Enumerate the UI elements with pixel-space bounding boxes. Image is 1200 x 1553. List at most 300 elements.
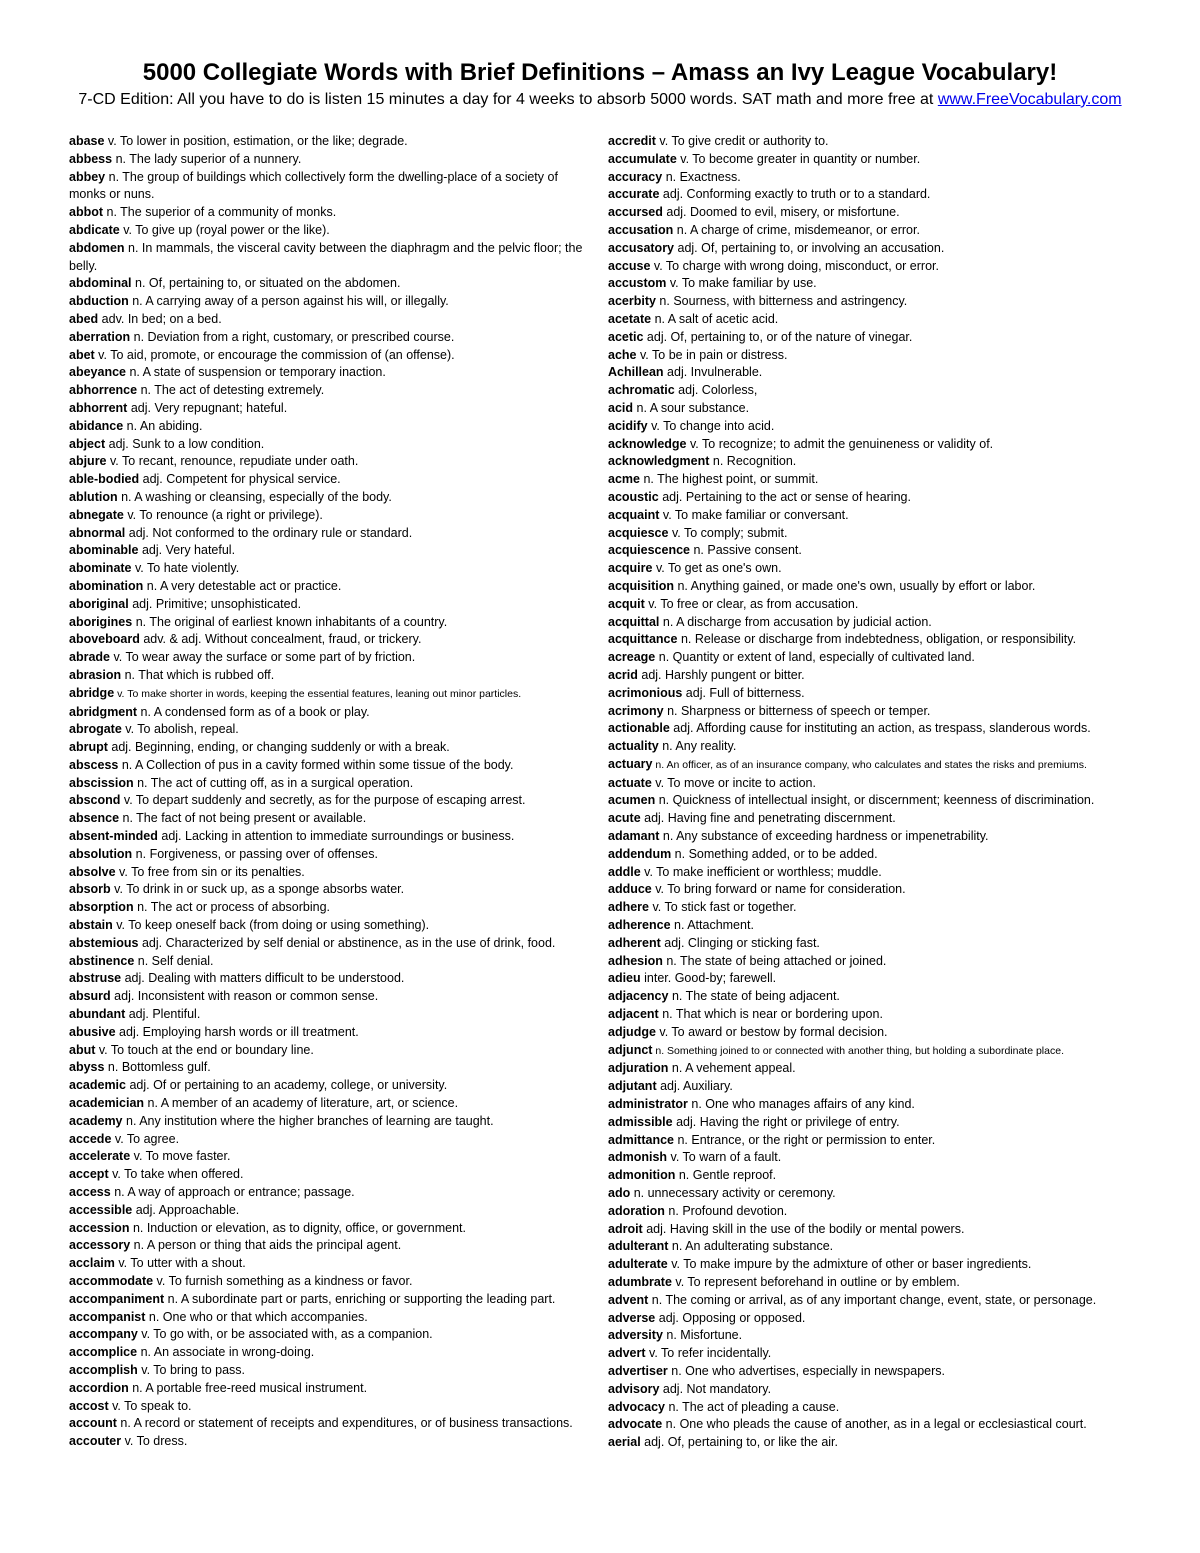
entry-abstinence bbox=[69, 953, 587, 971]
entry-definition: n. unnecessary activity or ceremony. bbox=[630, 1186, 836, 1201]
entry-definition: adj. Plentiful. bbox=[125, 1007, 201, 1022]
entry-account bbox=[69, 1415, 587, 1433]
entry-term: abscess bbox=[69, 757, 119, 772]
entry-term: abet bbox=[69, 347, 95, 362]
entry-term: abyss bbox=[69, 1060, 105, 1075]
entry-definition: n. Deviation from a right, customary, or prescribed course. bbox=[130, 329, 455, 344]
entry-term: accouter bbox=[69, 1434, 122, 1449]
entry-term: adjutant bbox=[608, 1079, 657, 1094]
entry-actionable bbox=[608, 720, 1138, 738]
entry-definition: n. Any substance of exceeding hardness or impenetrability. bbox=[659, 829, 989, 844]
entry-definition: n. One who manages affairs of any kind. bbox=[687, 1097, 915, 1112]
entry-term: acquittance bbox=[608, 632, 678, 647]
entry-adjuration bbox=[608, 1060, 1138, 1078]
entry-term: advocate bbox=[608, 1417, 663, 1432]
entry-term: absolution bbox=[69, 846, 133, 861]
entry-term: aboriginal bbox=[69, 596, 129, 611]
entry-definition: v. To give credit or authority to. bbox=[655, 134, 829, 148]
entry-term: absent-minded bbox=[69, 829, 158, 844]
entry-term: administrator bbox=[608, 1097, 688, 1112]
entry-absurd bbox=[69, 988, 587, 1006]
entry-adieu bbox=[608, 970, 1138, 988]
entry-abstain bbox=[69, 917, 587, 935]
entry-term: abeyance bbox=[69, 365, 126, 380]
entry-accommodate bbox=[69, 1273, 587, 1291]
entry-term: absurd bbox=[69, 989, 111, 1004]
entry-definition: n. A subordinate part or parts, enriching or supporting the leading part. bbox=[164, 1291, 556, 1306]
entry-definition: n. A salt of acetic acid. bbox=[651, 311, 779, 326]
entry-definition: v. To lower in position, estimation, or the like; degrade. bbox=[104, 134, 408, 148]
entry-term: admissible bbox=[608, 1114, 673, 1129]
entry-admonition bbox=[608, 1167, 1138, 1185]
entry-term: acclaim bbox=[69, 1256, 115, 1271]
entry-term: accumulate bbox=[608, 151, 677, 166]
entry-term: actuality bbox=[608, 739, 659, 754]
entry-definition: adj. Auxiliary. bbox=[656, 1079, 733, 1094]
entry-term: actuary bbox=[608, 756, 653, 771]
entry-definition: n. The state of being attached or joined. bbox=[662, 953, 887, 968]
entry-access bbox=[69, 1184, 587, 1202]
entry-abyss bbox=[69, 1059, 587, 1077]
entry-definition: adj. Affording cause for instituting an action, as trespass, slanderous words. bbox=[669, 721, 1091, 736]
entry-term: actuate bbox=[608, 775, 652, 790]
entry-adduce bbox=[608, 881, 1138, 899]
entry-adroit bbox=[608, 1221, 1138, 1239]
entry-term: advent bbox=[608, 1292, 649, 1307]
entry-achillean bbox=[608, 364, 1138, 382]
entry-definition: v. To move faster. bbox=[130, 1149, 231, 1164]
entry-term: abrogate bbox=[69, 722, 122, 737]
entry-acme bbox=[608, 471, 1138, 489]
entry-abbess bbox=[69, 151, 587, 169]
entry-abeyance bbox=[69, 364, 587, 382]
entry-term: abdomen bbox=[69, 240, 125, 255]
entry-abundant bbox=[69, 1006, 587, 1024]
entry-definition: n. Something joined to or connected with another thing, but holding a subordinate place. bbox=[652, 1044, 1064, 1057]
entry-accumulate bbox=[608, 151, 1138, 169]
entry-term: adulterant bbox=[608, 1239, 669, 1254]
entry-adulterate bbox=[608, 1256, 1138, 1274]
entry-definition: adj. Employing harsh words or ill treatment. bbox=[115, 1024, 359, 1039]
entry-acquire bbox=[608, 560, 1138, 578]
entry-definition: n. An associate in wrong-doing. bbox=[137, 1345, 315, 1360]
entry-definition: v. To comply; submit. bbox=[668, 525, 788, 540]
page-subtitle bbox=[0, 89, 1200, 111]
entry-accessible bbox=[69, 1202, 587, 1220]
entry-accompanist bbox=[69, 1309, 587, 1327]
entry-definition: v. To keep oneself back (from doing or using something). bbox=[112, 918, 430, 933]
entry-abridgment bbox=[69, 704, 587, 722]
entry-academy bbox=[69, 1113, 587, 1131]
entry-term: accuse bbox=[608, 258, 651, 273]
entry-definition: v. To make familiar or conversant. bbox=[659, 507, 849, 522]
entry-definition: n. Sharpness or bitterness of speech or temper. bbox=[663, 703, 931, 718]
entry-acetic bbox=[608, 329, 1138, 347]
entry-acrimony bbox=[608, 703, 1138, 721]
entry-abbot bbox=[69, 204, 587, 222]
entry-term: acknowledgment bbox=[608, 454, 710, 469]
entry-definition: n. The state of being adjacent. bbox=[668, 989, 840, 1004]
entry-definition: n. Quantity or extent of land, especially of cultivated land. bbox=[655, 650, 975, 665]
entry-term: advisory bbox=[608, 1381, 660, 1396]
entry-advertiser bbox=[608, 1363, 1138, 1381]
entry-definition: v. To take when offered. bbox=[108, 1167, 244, 1182]
entry-term: aberration bbox=[69, 329, 131, 344]
entry-definition: n. Profound devotion. bbox=[664, 1203, 788, 1218]
entry-abnormal bbox=[69, 525, 587, 543]
entry-definition: n. The superior of a community of monks. bbox=[103, 205, 337, 220]
entry-term: accusation bbox=[608, 222, 674, 237]
entry-term: accede bbox=[69, 1131, 112, 1146]
entry-definition: v. To hate violently. bbox=[131, 561, 240, 576]
entry-definition: v. To speak to. bbox=[108, 1398, 192, 1413]
entry-acute bbox=[608, 810, 1138, 828]
entry-term: accordion bbox=[69, 1380, 129, 1395]
entry-term: actionable bbox=[608, 721, 670, 736]
entry-term: admonition bbox=[608, 1168, 676, 1183]
entry-definition: n. One who or that which accompanies. bbox=[145, 1309, 368, 1324]
entry-accessory bbox=[69, 1237, 587, 1255]
entry-abidance bbox=[69, 418, 587, 436]
entry-term: abominable bbox=[69, 543, 139, 558]
entry-term: abscond bbox=[69, 793, 121, 808]
entry-abstruse bbox=[69, 970, 587, 988]
entry-term: advocacy bbox=[608, 1399, 665, 1414]
entry-definition: n. Misfortune. bbox=[662, 1328, 743, 1343]
entry-definition: v. To give up (royal power or the like). bbox=[119, 222, 330, 237]
entry-term: abduction bbox=[69, 294, 129, 309]
entry-term: abomination bbox=[69, 578, 144, 593]
entry-definition: v. To be in pain or distress. bbox=[636, 347, 788, 362]
entry-accurate bbox=[608, 186, 1138, 204]
entry-accomplice bbox=[69, 1344, 587, 1362]
entry-accomplish bbox=[69, 1362, 587, 1380]
entry-term: accusatory bbox=[608, 240, 675, 255]
entry-definition: adj. Sunk to a low condition. bbox=[105, 436, 265, 451]
entry-term: account bbox=[69, 1416, 117, 1431]
entry-definition: n. One who advertises, especially in newspapers. bbox=[667, 1363, 945, 1378]
entry-academician bbox=[69, 1095, 587, 1113]
entry-definition: n. The act or process of absorbing. bbox=[133, 900, 330, 915]
entry-term: accessory bbox=[69, 1238, 131, 1253]
entry-definition: adj. Primitive; unsophisticated. bbox=[128, 596, 302, 611]
entry-definition: n. A discharge from accusation by judicial action. bbox=[659, 614, 932, 629]
entry-advocacy bbox=[608, 1399, 1138, 1417]
entry-definition: adj. Very hateful. bbox=[138, 543, 236, 558]
entry-term: abridgment bbox=[69, 704, 138, 719]
entry-term: aborigines bbox=[69, 614, 133, 629]
entry-definition: v. To aid, promote, or encourage the commission of (an offense). bbox=[94, 347, 455, 362]
entry-definition: v. To charge with wrong doing, misconduct, or error. bbox=[650, 258, 939, 273]
entry-definition: adj. Dealing with matters difficult to be understood. bbox=[121, 971, 405, 986]
entry-accusatory bbox=[608, 240, 1138, 258]
entry-accredit bbox=[608, 133, 1138, 151]
entry-term: abase bbox=[69, 134, 105, 148]
entry-term: adjacency bbox=[608, 989, 669, 1004]
entry-term: acquit bbox=[608, 596, 645, 611]
entry-term: acrid bbox=[608, 667, 638, 682]
entry-term: academician bbox=[69, 1096, 145, 1111]
entry-acquit bbox=[608, 596, 1138, 614]
entry-definition: adj. Conforming exactly to truth or to a standard. bbox=[659, 187, 931, 202]
entry-definition: n. Passive consent. bbox=[690, 543, 802, 558]
entry-acetate bbox=[608, 311, 1138, 329]
entry-abbey bbox=[69, 169, 587, 205]
entry-definition: n. In mammals, the visceral cavity between the diaphragm and the pelvic floor; the belly. bbox=[69, 240, 583, 273]
entry-definition: adv. & adj. Without concealment, fraud, or trickery. bbox=[139, 632, 422, 647]
entry-definition: adj. Of, pertaining to, or like the air. bbox=[640, 1435, 838, 1450]
entry-definition: n. Induction or elevation, as to dignity, office, or government. bbox=[129, 1220, 467, 1235]
entry-adulterant bbox=[608, 1238, 1138, 1256]
entry-definition: n. An officer, as of an insurance company, who calculates and states the risks and premiums. bbox=[652, 758, 1087, 771]
entry-definition: n. Quickness of intellectual insight, or discernment; keenness of discrimination. bbox=[655, 793, 1095, 808]
entry-term: accept bbox=[69, 1167, 109, 1182]
entry-accelerate bbox=[69, 1148, 587, 1166]
entry-term: adversity bbox=[608, 1328, 663, 1343]
entry-term: able-bodied bbox=[69, 472, 140, 487]
entry-adjacent bbox=[608, 1006, 1138, 1024]
entry-actuality bbox=[608, 738, 1138, 756]
entry-term: abstain bbox=[69, 918, 113, 933]
entry-abut bbox=[69, 1042, 587, 1060]
entry-term: admittance bbox=[608, 1132, 674, 1147]
entry-definition: adj. Competent for physical service. bbox=[139, 472, 341, 487]
entry-definition: n. Forgiveness, or passing over of offenses. bbox=[132, 846, 378, 861]
entry-definition: n. A condensed form as of a book or play. bbox=[137, 704, 370, 719]
entry-term: acrimonious bbox=[608, 685, 683, 700]
entry-definition: n. A person or thing that aids the principal agent. bbox=[130, 1238, 402, 1253]
entry-definition: adj. Opposing or opposed. bbox=[655, 1310, 806, 1325]
entry-abomination bbox=[69, 578, 587, 596]
entry-acquiescence bbox=[608, 542, 1138, 560]
entry-abridge bbox=[69, 685, 587, 704]
entry-aboriginal bbox=[69, 596, 587, 614]
entry-aborigines bbox=[69, 614, 587, 632]
entry-term: accompaniment bbox=[69, 1291, 165, 1306]
entry-admonish bbox=[608, 1149, 1138, 1167]
entry-absence bbox=[69, 810, 587, 828]
entry-accursed bbox=[608, 204, 1138, 222]
entry-definition: n. The act of detesting extremely. bbox=[137, 383, 325, 398]
entry-ache bbox=[608, 347, 1138, 365]
entry-definition: n. A way of approach or entrance; passage. bbox=[110, 1185, 355, 1200]
entry-term: adamant bbox=[608, 829, 660, 844]
entry-definition: v. To get as one's own. bbox=[652, 561, 782, 576]
entry-acquaint bbox=[608, 507, 1138, 525]
entry-abed bbox=[69, 311, 587, 329]
entry-term: adroit bbox=[608, 1221, 643, 1236]
entry-definition: n. The original of earliest known inhabitants of a country. bbox=[132, 614, 448, 629]
entry-accouter bbox=[69, 1433, 587, 1451]
entry-term: acquiesce bbox=[608, 525, 669, 540]
entry-term: abridge bbox=[69, 685, 115, 700]
entry-adherent bbox=[608, 935, 1138, 953]
entry-accuse bbox=[608, 258, 1138, 276]
entry-definition: v. To bring to pass. bbox=[137, 1362, 246, 1377]
entry-definition: n. Any reality. bbox=[658, 739, 737, 754]
entry-abominable bbox=[69, 542, 587, 560]
entry-term: abrade bbox=[69, 650, 110, 665]
entry-term: abusive bbox=[69, 1024, 116, 1039]
entry-definition: adj. Invulnerable. bbox=[663, 365, 763, 380]
entry-definition: adj. Pertaining to the act or sense of hearing. bbox=[658, 489, 911, 504]
entry-term: abundant bbox=[69, 1007, 126, 1022]
entry-definition: n. A very detestable act or practice. bbox=[143, 578, 342, 593]
entry-term: abbey bbox=[69, 169, 106, 184]
entry-term: accursed bbox=[608, 205, 663, 220]
entry-term: abbess bbox=[69, 151, 113, 166]
entry-ado bbox=[608, 1185, 1138, 1203]
entry-adjunct bbox=[608, 1042, 1138, 1061]
entry-admittance bbox=[608, 1132, 1138, 1150]
entry-absolution bbox=[69, 846, 587, 864]
entry-abrade bbox=[69, 649, 587, 667]
entry-definition: n. The act of pleading a cause. bbox=[664, 1399, 840, 1414]
entry-acumen bbox=[608, 792, 1138, 810]
entry-definition: n. A carrying away of a person against his will, or illegally. bbox=[128, 294, 449, 309]
entry-definition: v. To recognize; to admit the genuineness or validity of. bbox=[686, 436, 994, 451]
entry-acquittance bbox=[608, 631, 1138, 649]
entry-addle bbox=[608, 864, 1138, 882]
entry-aberration bbox=[69, 329, 587, 347]
entry-term: accessible bbox=[69, 1202, 133, 1217]
entry-accept bbox=[69, 1166, 587, 1184]
entry-definition: adj. Having fine and penetrating discernment. bbox=[640, 811, 896, 826]
entry-acidify bbox=[608, 418, 1138, 436]
entry-adjutant bbox=[608, 1078, 1138, 1096]
entry-definition: adj. Harshly pungent or bitter. bbox=[637, 667, 805, 682]
entry-ablution bbox=[69, 489, 587, 507]
entry-term: absence bbox=[69, 811, 120, 826]
entry-term: acerbity bbox=[608, 294, 656, 309]
entry-adjacency bbox=[608, 988, 1138, 1006]
entry-term: adverse bbox=[608, 1310, 656, 1325]
left-column bbox=[69, 133, 587, 1451]
entry-term: adoration bbox=[608, 1203, 665, 1218]
entry-term: adjuration bbox=[608, 1061, 669, 1076]
entry-abstemious bbox=[69, 935, 587, 953]
entry-acreage bbox=[608, 649, 1138, 667]
entry-abnegate bbox=[69, 507, 587, 525]
entry-acknowledgment bbox=[608, 453, 1138, 471]
entry-aerial bbox=[608, 1434, 1138, 1452]
entry-definition: n. Gentle reproof. bbox=[675, 1168, 777, 1183]
entry-abdomen bbox=[69, 240, 587, 276]
entry-term: accurate bbox=[608, 187, 660, 202]
entry-accordion bbox=[69, 1380, 587, 1398]
entry-definition: v. To stick fast or together. bbox=[649, 900, 797, 915]
entry-definition: adv. In bed; on a bed. bbox=[98, 311, 222, 326]
entry-term: accomplish bbox=[69, 1362, 138, 1377]
entry-definition: n. That which is near or bordering upon. bbox=[658, 1007, 883, 1022]
entry-term: acquittal bbox=[608, 614, 660, 629]
entry-definition: v. To free from sin or its penalties. bbox=[115, 864, 305, 879]
entry-definition: v. To warn of a fault. bbox=[667, 1150, 782, 1165]
entry-definition: adj. Having skill in the use of the bodily or mental powers. bbox=[642, 1221, 965, 1236]
entry-abase bbox=[69, 133, 587, 151]
entry-abscess bbox=[69, 757, 587, 775]
entry-abduction bbox=[69, 293, 587, 311]
entry-term: adumbrate bbox=[608, 1275, 672, 1289]
entry-definition: v. To drink in or suck up, as a sponge absorbs water. bbox=[110, 882, 405, 897]
entry-term: abdicate bbox=[69, 222, 120, 237]
entry-term: abominate bbox=[69, 561, 132, 576]
entry-term: acquisition bbox=[608, 578, 674, 593]
entry-advocate bbox=[608, 1416, 1138, 1434]
entry-definition: n. Attachment. bbox=[670, 918, 754, 933]
entry-term: abscission bbox=[69, 775, 134, 790]
entry-academic bbox=[69, 1077, 587, 1095]
entry-definition: n. That which is rubbed off. bbox=[121, 667, 275, 682]
entry-term: adjacent bbox=[608, 1007, 659, 1022]
entry-definition: v. To furnish something as a kindness or favor. bbox=[153, 1274, 413, 1288]
entry-definition: v. To renounce (a right or privilege). bbox=[123, 507, 323, 522]
entry-definition: inter. Good-by; farewell. bbox=[640, 971, 777, 986]
entry-definition: v. To touch at the end or boundary line. bbox=[95, 1042, 314, 1057]
entry-term: adhesion bbox=[608, 953, 663, 968]
entry-term: ablution bbox=[69, 489, 118, 504]
entry-definition: adj. Not conformed to the ordinary rule or standard. bbox=[125, 525, 413, 540]
entry-term: addle bbox=[608, 864, 641, 879]
entry-acclaim bbox=[69, 1255, 587, 1273]
entry-definition: n. Bottomless gulf. bbox=[104, 1060, 211, 1075]
entry-term: adhere bbox=[608, 900, 649, 915]
entry-addendum bbox=[608, 846, 1138, 864]
entry-abhorrence bbox=[69, 382, 587, 400]
entry-term: acoustic bbox=[608, 489, 659, 504]
entry-abominate bbox=[69, 560, 587, 578]
entry-definition: adj. Beginning, ending, or changing suddenly or with a break. bbox=[107, 740, 450, 755]
entry-accession bbox=[69, 1220, 587, 1238]
entry-term: ado bbox=[608, 1186, 631, 1201]
entry-acrid bbox=[608, 667, 1138, 685]
entry-term: accommodate bbox=[69, 1274, 154, 1288]
entry-term: abidance bbox=[69, 418, 124, 433]
entry-adverse bbox=[608, 1310, 1138, 1328]
entry-acquiesce bbox=[608, 525, 1138, 543]
entry-definition: adj. Full of bitterness. bbox=[682, 685, 805, 700]
entry-term: acrimony bbox=[608, 703, 664, 718]
entry-definition: adj. Of or pertaining to an academy, college, or university. bbox=[125, 1078, 448, 1093]
entry-abrasion bbox=[69, 667, 587, 685]
free-vocabulary-link[interactable]: www.FreeVocabulary.com bbox=[937, 91, 1122, 108]
entry-absorption bbox=[69, 899, 587, 917]
entry-definition: v. To recant, renounce, repudiate under oath. bbox=[106, 454, 359, 469]
entry-definition: v. To abolish, repeal. bbox=[121, 722, 239, 737]
entry-definition: n. A record or statement of receipts and expenditures, or of business transactions. bbox=[116, 1416, 573, 1431]
entry-adumbrate bbox=[608, 1274, 1138, 1292]
entry-term: abbot bbox=[69, 205, 104, 220]
entry-admissible bbox=[608, 1114, 1138, 1132]
entry-adherence bbox=[608, 917, 1138, 935]
entry-term: acetate bbox=[608, 311, 652, 326]
entry-adoration bbox=[608, 1203, 1138, 1221]
entry-definition: adj. Clinging or sticking fast. bbox=[660, 935, 820, 950]
entry-definition: n. The fact of not being present or available. bbox=[119, 811, 367, 826]
entry-term: acidify bbox=[608, 418, 648, 433]
entry-abscission bbox=[69, 775, 587, 793]
entry-definition: n. A sour substance. bbox=[633, 400, 750, 415]
entry-abrupt bbox=[69, 739, 587, 757]
entry-term: acquiescence bbox=[608, 543, 690, 558]
entry-accuracy bbox=[608, 169, 1138, 187]
entry-definition: v. To free or clear, as from accusation. bbox=[644, 596, 859, 611]
entry-definition: n. Anything gained, or made one's own, usually by effort or labor. bbox=[673, 578, 1036, 593]
entry-term: accompany bbox=[69, 1327, 138, 1342]
entry-term: adjudge bbox=[608, 1024, 656, 1039]
entry-definition: n. A washing or cleansing, especially of the body. bbox=[117, 489, 392, 504]
entry-abscond bbox=[69, 792, 587, 810]
